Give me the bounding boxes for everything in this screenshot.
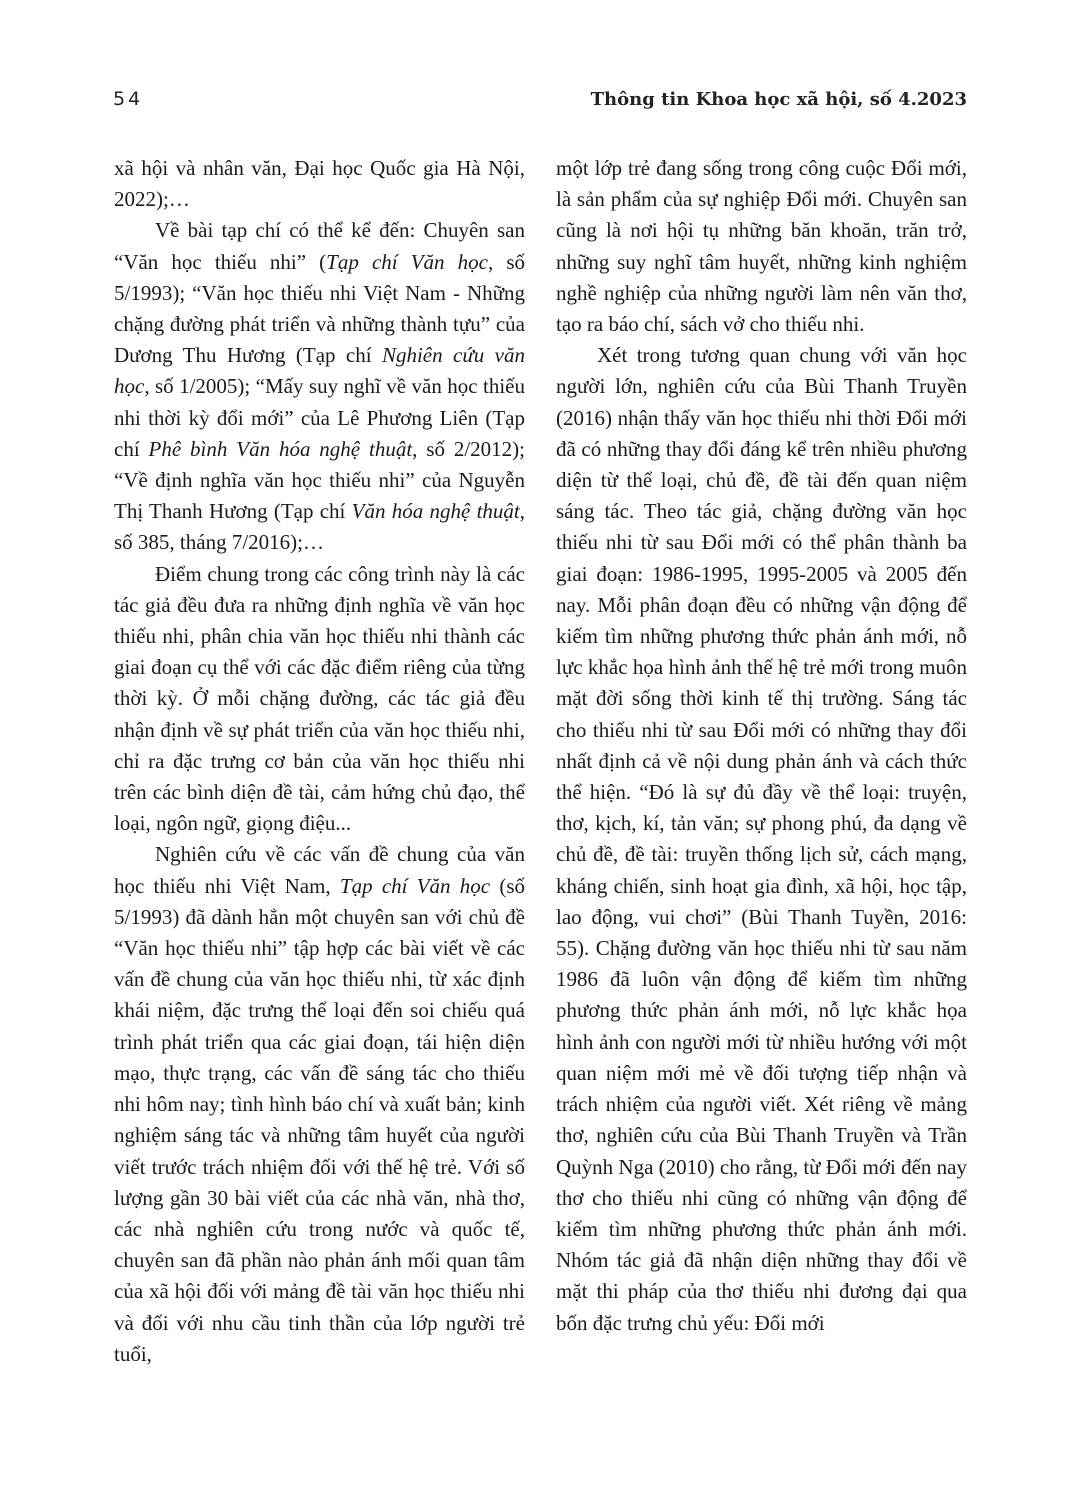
text-run: , số 385, tháng 7/2016);…	[114, 499, 525, 555]
italic-title: Văn hóa nghệ thuật	[351, 499, 520, 524]
text-run: Nghiên cứu về các vấn đề chung của văn học thiếu nhi Việt Nam,	[114, 842, 525, 898]
italic-title: Nghiên cứu văn học	[114, 343, 525, 399]
italic-title: Tạp chí Văn học	[339, 873, 491, 898]
italic-title: Phê bình Văn hóa nghệ thuật	[148, 436, 413, 461]
italic-title: Tạp chí Văn học	[326, 249, 488, 274]
paragraph	[114, 559, 525, 840]
running-title: Thông tin Khoa học xã hội, số 4.2023	[590, 89, 967, 110]
text-run: , số 2/2012); “Về định nghĩa văn học thiếu nhi” của Nguyễn Thị Thanh Hương (Tạp chí	[114, 436, 525, 524]
text-run: Xét trong tương quan chung với văn học người lớn, nghiên cứu của Bùi Thanh Truyền (2016) nhận thấy văn học thiếu nhi thời Đổi mới đã có những thay đổi đáng kể trên nhiều phương diện từ thể loại, chủ đề, đề tài đến quan niệm sáng tác. Theo tác giả, chặng đường văn học thiếu nhi từ sau Đổi mới có thể phân thành ba giai đoạn: 1986-1995, 1995-2005 và 2005 đến nay. Mỗi phân đoạn đều có những vận động để kiếm tìm những phương thức phản ánh mới, nỗ lực khắc họa hình ảnh thế hệ trẻ mới trong muôn mặt đời sống thời kinh tế thị trường. Sáng tác cho thiếu nhi từ sau Đổi mới có những thay đổi nhất định cả về nội dung phản ánh và cách thức thể hiện. “Đó là sự đủ đầy về thể loại: truyện, thơ, kịch, kí, tản văn; sự phong phú, đa dạng về chủ đề, đề tài: truyền thống lịch sử, cách mạng, kháng chiến, sinh hoạt gia đình, xã hội, học tập, lao động, vui chơi” (Bùi Thanh Tuyền, 2016: 55). Chặng đường văn học thiếu nhi từ sau năm 1986 đã luôn vận động để kiếm tìm những phương thức phản ánh mới, nỗ lực khắc họa hình ảnh con người mới từ nhiều hướng với một quan niệm mới mẻ về đối tượng tiếp nhận và trách nhiệm của người viết. Xét riêng về mảng thơ, nghiên cứu của Bùi Thanh Truyền và Trần Quỳnh Nga (2010) cho rằng, từ Đổi mới đến nay thơ cho thiếu nhi cũng có những vận động để kiếm tìm những phương thức phản ánh mới. Nhóm tác giả đã nhận diện những thay đổi về mặt thi pháp của thơ thiếu nhi đương đại qua bốn đặc trưng chủ yếu: Đổi mới	[556, 343, 967, 1335]
paragraph	[114, 153, 525, 215]
paragraph	[556, 340, 967, 1339]
right-column	[556, 153, 967, 1339]
paragraph	[114, 215, 525, 558]
text-run: Về bài tạp chí có thể kể đến: Chuyên san “Văn học thiếu nhi” (	[114, 218, 525, 274]
text-run: xã hội và nhân văn, Đại học Quốc gia Hà Nội, 2022);…	[114, 156, 525, 212]
paragraph	[114, 839, 525, 1369]
text-run: , số 1/2005); “Mấy suy nghĩ về văn học thiếu nhi thời kỳ đổi mới” của Lê Phương Liên (Tạp chí	[114, 374, 525, 461]
page-number: 54	[113, 88, 144, 110]
page-header	[113, 88, 967, 122]
text-run: một lớp trẻ đang sống trong công cuộc Đổi mới, là sản phẩm của sự nghiệp Đổi mới. Chuyên san cũng là nơi hội tụ những băn khoăn, trăn trở, những suy nghĩ tâm huyết, những kinh nghiệm nghề nghiệp của những người làm nên văn thơ, tạo ra báo chí, sách vở cho thiếu nhi.	[556, 156, 967, 337]
text-run: (số 5/1993) đã dành hẳn một chuyên san với chủ đề “Văn học thiếu nhi” tập hợp các bài viết về các vấn đề chung của văn học thiếu nhi, từ xác định khái niệm, đặc trưng thể loại đến soi chiếu quá trình phát triển qua các giai đoạn, tái hiện diện mạo, thực trạng, các vấn đề sáng tác cho thiếu nhi hôm nay; tình hình báo chí và xuất bản; kinh nghiệm sáng tác và những tâm huyết của người viết trước trách nhiệm đối với thế hệ trẻ. Với số lượng gần 30 bài viết của các nhà văn, nhà thơ, các nhà nghiên cứu trong nước và quốc tế, chuyên san đã phần nào phản ánh mối quan tâm của xã hội đối với mảng đề tài văn học thiếu nhi và đối với nhu cầu tinh thần của lớp người trẻ tuổi,	[114, 873, 525, 1366]
text-run: Điểm chung trong các công trình này là các tác giả đều đưa ra những định nghĩa về văn học thiếu nhi, phân chia văn học thiếu nhi thành các giai đoạn cụ thể với các đặc điểm riêng của từng thời kỳ. Ở mỗi chặng đường, các tác giả đều nhận định về sự phát triển của văn học thiếu nhi, chỉ ra đặc trưng cơ bản của văn học thiếu nhi trên các bình diện đề tài, cảm hứng chủ đạo, thể loại, ngôn ngữ, giọng điệu...	[114, 561, 525, 836]
text-run: , số 5/1993); “Văn học thiếu nhi Việt Nam - Những chặng đường phát triển và những thành tựu” của Dương Thu Hương (Tạp chí	[114, 249, 525, 368]
left-column	[114, 153, 525, 1370]
paragraph	[556, 153, 967, 340]
